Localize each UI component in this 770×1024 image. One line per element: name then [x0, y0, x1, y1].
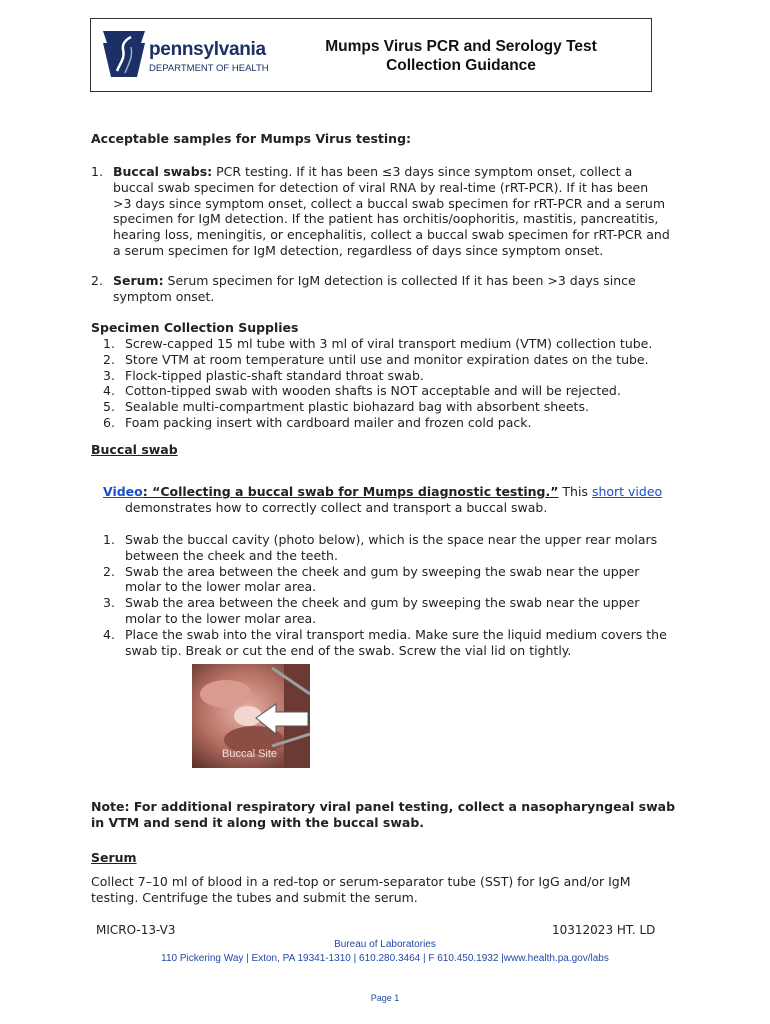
item-number: 2.: [103, 351, 115, 367]
video-title: : “Collecting a buccal swab for Mumps diagnostic testing.”: [142, 484, 559, 499]
page-number: Page 1: [370, 993, 400, 1003]
item-number: 1.: [91, 164, 103, 179]
buccal-heading: Buccal swab: [91, 442, 178, 457]
step-line: molar to the lower molar area.: [125, 610, 317, 626]
buccal-steps: [103, 532, 703, 658]
item-number: 1.: [103, 336, 115, 351]
text-line: >3 days since symptom onset, collect a buccal swab specimen for rRT-PCR and a serum: [113, 195, 666, 211]
serum-line-2: testing. Centrifuge the tubes and submit the serum.: [91, 889, 418, 905]
list-item: [103, 564, 703, 596]
video-line-2: demonstrates how to correctly collect and transport a buccal swab.: [125, 499, 548, 515]
list-item: [103, 415, 703, 431]
list-item: [103, 368, 703, 384]
list-item: [103, 336, 703, 352]
step-line: Place the swab into the viral transport media. Make sure the liquid medium covers the: [125, 626, 667, 642]
step-line: Swab the area between the cheek and gum by sweeping the swab near the upper: [125, 563, 640, 579]
dept-name: DEPARTMENT OF HEALTH: [149, 63, 269, 74]
bureau-address: 110 Pickering Way | Exton, PA 19341-1310 | 610.280.3464 | F 610.450.1932 |www.health.pa.gov/labs: [161, 953, 609, 964]
supply-text: Store VTM at room temperature until use and monitor expiration dates on the tube.: [125, 351, 649, 367]
item-number: 2.: [103, 563, 115, 579]
title-line-2: Collection Guidance: [386, 57, 536, 74]
item-number: 4.: [103, 626, 115, 642]
acceptable-heading: Acceptable samples for Mumps Virus testing:: [91, 131, 412, 146]
video-link[interactable]: Video: [103, 484, 143, 499]
document-code: MICRO-13-V3: [96, 923, 176, 937]
text-line: symptom onset.: [113, 288, 215, 304]
buccal-label: Buccal swabs:: [113, 164, 213, 179]
list-item: [103, 532, 703, 564]
item-number: 2.: [91, 273, 103, 288]
text-line: Serum specimen for IgM detection is collected If it has been >3 days since: [163, 273, 636, 288]
text-line: PCR testing. If it has been ≤3 days since symptom onset, collect a: [212, 164, 633, 179]
acceptable-item-2: [91, 273, 691, 305]
photo-caption: Buccal Site: [222, 748, 278, 760]
step-line: Swab the area between the cheek and gum by sweeping the swab near the upper: [125, 595, 640, 611]
serum-heading: Serum: [91, 850, 137, 865]
video-after: This: [558, 484, 592, 499]
document-date: 10312023 HT. LD: [552, 923, 656, 937]
buccal-site-photo: [192, 664, 310, 768]
supplies-heading: Specimen Collection Supplies: [91, 320, 299, 335]
org-name: pennsylvania: [149, 39, 266, 60]
acceptable-item-1: [91, 164, 691, 259]
short-video-link[interactable]: short video: [591, 484, 663, 499]
title-line-1: Mumps Virus PCR and Serology Test: [325, 38, 597, 55]
step-line: molar to the lower molar area.: [125, 579, 317, 595]
note-paragraph: [91, 799, 711, 831]
step-line: swab tip. Break or cut the end of the swab. Screw the vial lid on tightly.: [125, 642, 572, 658]
item-number: 3.: [103, 367, 115, 383]
text-line: buccal swab specimen for detection of viral RNA by real-time (rRT-PCR). If it has been: [113, 179, 649, 195]
video-paragraph: [103, 484, 703, 516]
serum-line-1: Collect 7–10 ml of blood in a red-top or serum-separator tube (SST) for IgG and/or IgM: [91, 874, 631, 889]
item-number: 1.: [103, 532, 115, 547]
list-item: [103, 383, 703, 399]
text-line: hearing loss, meningitis, or encephalitis, collect a buccal swab specimen for rRT-PCR and: [113, 227, 670, 243]
serum-label: Serum:: [113, 273, 164, 288]
list-item: [103, 352, 703, 368]
supply-text: Cotton-tipped swab with wooden shafts is NOT acceptable and will be rejected.: [125, 383, 621, 399]
text-line: specimen for IgM detection. If the patient has orchitis/oophoritis, mastitis, pancreatitis,: [113, 211, 659, 227]
item-number: 3.: [103, 595, 115, 611]
supply-text: Sealable multi-compartment plastic biohazard bag with absorbent sheets.: [125, 399, 589, 415]
pa-health-logo: [103, 29, 273, 79]
page-title: [291, 37, 631, 75]
supply-text: Foam packing insert with cardboard mailer and frozen cold pack.: [125, 414, 532, 430]
supplies-list: [103, 336, 703, 431]
bureau-name: Bureau of Laboratories: [334, 939, 436, 950]
note-line-2: in VTM and send it along with the buccal swab.: [91, 814, 425, 830]
list-item: [103, 627, 703, 659]
note-line-1: Note: For additional respiratory viral panel testing, collect a nasopharyngeal swab: [91, 799, 676, 814]
supply-text: Flock-tipped plastic-shaft standard throat swab.: [125, 367, 424, 383]
item-number: 4.: [103, 383, 115, 399]
text-line: a serum specimen for IgM detection, regardless of days since symptom onset.: [113, 242, 604, 258]
item-number: 5.: [103, 399, 115, 415]
step-line: Swab the buccal cavity (photo below), which is the space near the upper rear molars: [125, 532, 658, 547]
step-line: between the cheek and the teeth.: [125, 547, 338, 563]
list-item: [103, 595, 703, 627]
serum-paragraph: [91, 874, 711, 906]
list-item: [103, 399, 703, 415]
keystone-icon: [103, 31, 145, 77]
document-header: [90, 18, 652, 92]
item-number: 6.: [103, 414, 115, 430]
supply-text: Screw-capped 15 ml tube with 3 ml of viral transport medium (VTM) collection tube.: [125, 336, 653, 351]
